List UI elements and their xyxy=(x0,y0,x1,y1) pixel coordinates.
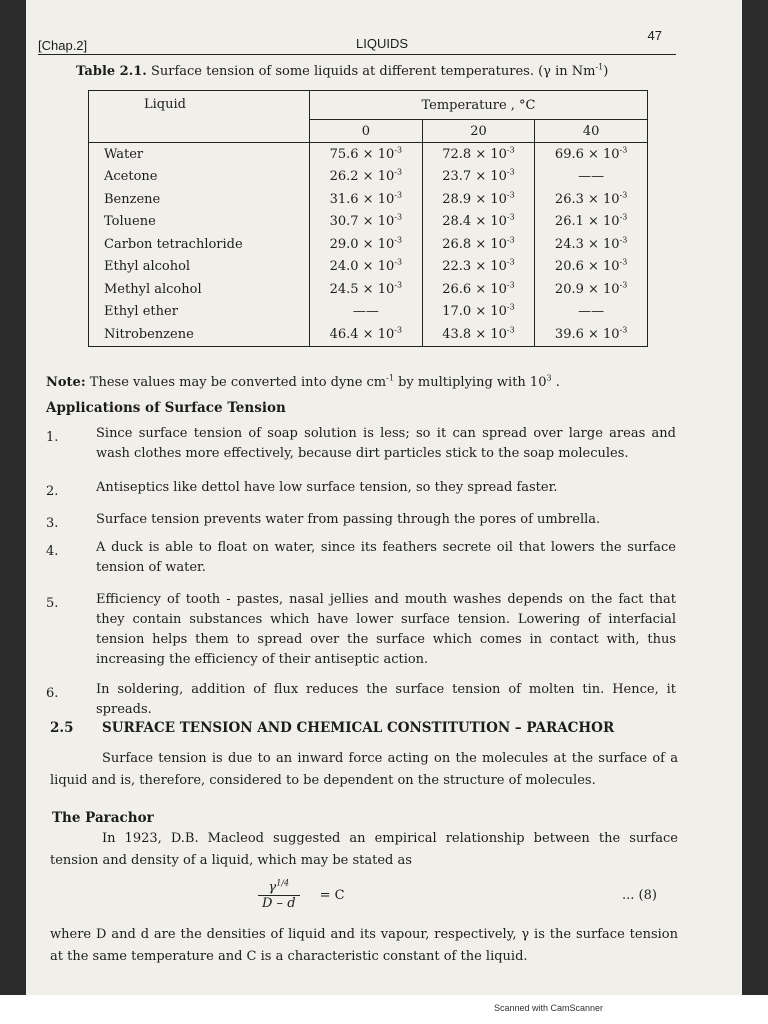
table-note: Note: These values may be converted into dyne $cm^{-1}$ by multiplying with $10^3$ . xyxy=(46,373,560,390)
liquid-name: Toluene xyxy=(104,214,156,230)
table-row xyxy=(89,323,648,346)
value-cell: $26.2 \times 10^{-3}$ xyxy=(310,166,423,189)
scan-footer xyxy=(0,995,768,1024)
temp-40: 40 xyxy=(535,120,648,143)
table-row xyxy=(89,188,648,211)
liquid-name: Ethyl ether xyxy=(104,304,178,320)
value-cell: $26.6 \times 10^{-3}$ xyxy=(422,278,535,301)
value-cell: $17.0 \times 10^{-3}$ xyxy=(422,301,535,324)
value-cell: $28.4 \times 10^{-3}$ xyxy=(422,211,535,234)
section-title: SURFACE TENSION AND CHEMICAL CONSTITUTION – PARACHOR xyxy=(102,720,615,736)
table-caption: Table 2.1. Surface tension of some liquids at different temperatures. (γ in $Nm^{-1}$) xyxy=(76,62,609,79)
value-cell: $26.8 \times 10^{-3}$ xyxy=(422,233,535,256)
chapter-label: [Chap.2] xyxy=(38,38,88,53)
value-cell: $20.9 \times 10^{-3}$ xyxy=(535,278,648,301)
table-row xyxy=(89,166,648,189)
value-cell: $24.5 \times 10^{-3}$ xyxy=(310,278,423,301)
value-cell: —— xyxy=(535,166,648,189)
table-row xyxy=(89,278,648,301)
table-label: Table 2.1. xyxy=(76,64,147,79)
liquid-name: Carbon tetrachloride xyxy=(104,236,243,252)
value-cell: $46.4 \times 10^{-3}$ xyxy=(310,323,423,346)
value-cell: $31.6 \times 10^{-3}$ xyxy=(310,188,423,211)
equation-rhs: = C xyxy=(319,888,345,903)
value-cell: $30.7 \times 10^{-3}$ xyxy=(310,211,423,234)
value-cell: $26.1 \times 10^{-3}$ xyxy=(535,211,648,234)
value-cell: $24.3 \times 10^{-3}$ xyxy=(535,233,648,256)
value-cell: $39.6 \times 10^{-3}$ xyxy=(535,323,648,346)
value-cell: $22.3 \times 10^{-3}$ xyxy=(422,256,535,279)
equation-number: ... (8) xyxy=(622,888,657,903)
applications-heading: Applications of Surface Tension xyxy=(46,400,286,416)
table-body xyxy=(89,143,648,347)
table-row xyxy=(89,143,648,166)
parachor-heading: The Parachor xyxy=(52,810,154,826)
value-cell: —— xyxy=(310,301,423,324)
table-row xyxy=(89,211,648,234)
liquid-name: Nitrobenzene xyxy=(104,326,194,342)
liquid-name: Benzene xyxy=(104,191,161,207)
value-cell: $72.8 \times 10^{-3}$ xyxy=(422,143,535,166)
liquid-name: Acetone xyxy=(104,169,158,185)
value-cell: $20.6 \times 10^{-3}$ xyxy=(535,256,648,279)
surface-tension-table xyxy=(88,90,648,347)
value-cell: $24.0 \times 10^{-3}$ xyxy=(310,256,423,279)
section-number: 2.5 xyxy=(50,720,74,736)
page-number: 47 xyxy=(647,28,662,43)
section-heading xyxy=(50,720,614,736)
value-cell: $69.6 \times 10^{-3}$ xyxy=(535,143,648,166)
header-rule xyxy=(38,54,676,55)
col-header-temperature: Temperature , °C xyxy=(310,91,648,120)
parachor-paragraph: In 1923, D.B. Macleod suggested an empirical relationship between the surface tension and density of a liquid, which may be stated as xyxy=(50,831,678,868)
table-caption-text: Surface tension of some liquids at different temperatures. (γ in Nm xyxy=(150,64,596,79)
value-cell: $43.8 \times 10^{-3}$ xyxy=(422,323,535,346)
value-cell: $75.6 \times 10^{-3}$ xyxy=(310,143,423,166)
value-cell: $23.7 \times 10^{-3}$ xyxy=(422,166,535,189)
liquid-name: Water xyxy=(89,143,310,166)
temp-20: 20 xyxy=(422,120,535,143)
col-header-liquid: Liquid xyxy=(144,97,186,112)
table-row xyxy=(89,233,648,256)
scanner-watermark: Scanned with CamScanner xyxy=(493,1003,603,1013)
liquid-name: Methyl alcohol xyxy=(104,281,202,297)
value-cell: $28.9 \times 10^{-3}$ xyxy=(422,188,535,211)
temp-0: 0 xyxy=(310,120,423,143)
section-paragraph: Surface tension is due to an inward force acting on the molecules at the surface of a liquid and is, therefore, considered to be dependent on the structure of molecules. xyxy=(50,751,678,788)
table-row xyxy=(89,256,648,279)
value-cell: —— xyxy=(535,301,648,324)
book-page: [Chap.2] LIQUIDS 47 Table 2.1. Surface tension of some liquids at different temperatures. (γ in $Nm^{-1}$) Liquid Temperature , °C 0 20 40 Water $75.6 \times 10^{-3}$ $72.8 \times 10^{-3}$ $69.6 \times 10^{-3}$ Acetone $26.2 \times 10^{-3}$ $23.7 \times 10^{-3}$ —— Benzene $31.6 \times 10^{-3}$ $28.9 \times 10^{-3}$ $26.3 \times 10^{-3}$ Toluene $30.7 \times 10^{-3}$ $28.4 \times 10^{-3}$ $26.1 \times 10^{-3}$ Carbon tetrachloride $29.0 \times 10^{-3}$ $26.8 \times 10^{-3}$ $24.3 \times 10^{-3}$ Ethyl alcohol $24.0 \times 10^{-3}$ $22.3 \times 10^{-3}$ $20.6 \times 10^{-3}$ Methyl alcohol $24.5 \times 10^{-3}$ $26.6 \times 10^{-3}$ $20.9 \times 10^{-3}$ Ethyl ether —— $17.0 \times 10^{-3}$ —— Nitrobenzene $46.4 \times 10^{-3}$ $43.8 \times 10^{-3}$ $39.6 \times 10^{-3}$ Note: These values may be converted into dyne $cm^{-1}$ by multiplying with $10^3$ . Applications of Surface Tension 1. Since surface tension of soap solution is less; so it can spread over large areas and wash clothes more effectively, because dirt particles stick to the soap molecules. 2. Antiseptics like dettol have low surface tension, so they spread faster. 3. Surface tension prevents water from passing through the pores of umbrella. 4. A duck is able to float on water, since its feathers secrete oil that lowers the surface tension of water. 5. Efficiency of tooth - pastes, nasal jellies and mouth washes depends on the fact that they contain substances which have lower surface tension. Lowering of interfacial tension helps them to spread over the surface which comes in contact with, thus increasing the efficiency of their antiseptic action. 6. In soldering, addition of flux reduces the surface tension of molten tin. Hence, it spreads. 2.5 SURFACE TENSION AND CHEMICAL CONSTITUTION – PARACHOR Surface tension is due to an inward force acting on the molecules at the surface of a liquid and is, therefore, considered to be dependent on the structure of molecules. The Parachor In 1923, D.B. Macleod suggested an empirical relationship between the surface tension and density of a liquid, which may be stated as $\frac{\gamma^{1/4}}{D - d}$ = C ... (8) where D and d are the densities of liquid and its vapour, respectively, γ is the surface tension at the same temperature and C is a characteristic constant of the liquid. xyxy=(26,0,742,995)
value-cell: $29.0 \times 10^{-3}$ xyxy=(310,233,423,256)
table-row xyxy=(89,301,648,324)
where-paragraph: where D and d are the densities of liquid and its vapour, respectively, γ is the surface tension at the same temperature and C is a characteristic constant of the liquid. xyxy=(50,927,678,964)
value-cell: $26.3 \times 10^{-3}$ xyxy=(535,188,648,211)
macleod-equation xyxy=(258,880,345,911)
liquid-name: Ethyl alcohol xyxy=(104,259,191,275)
running-title: LIQUIDS xyxy=(356,36,409,51)
equation-fraction: $\frac{\gamma^{1/4}}{D - d}$ xyxy=(258,880,300,911)
